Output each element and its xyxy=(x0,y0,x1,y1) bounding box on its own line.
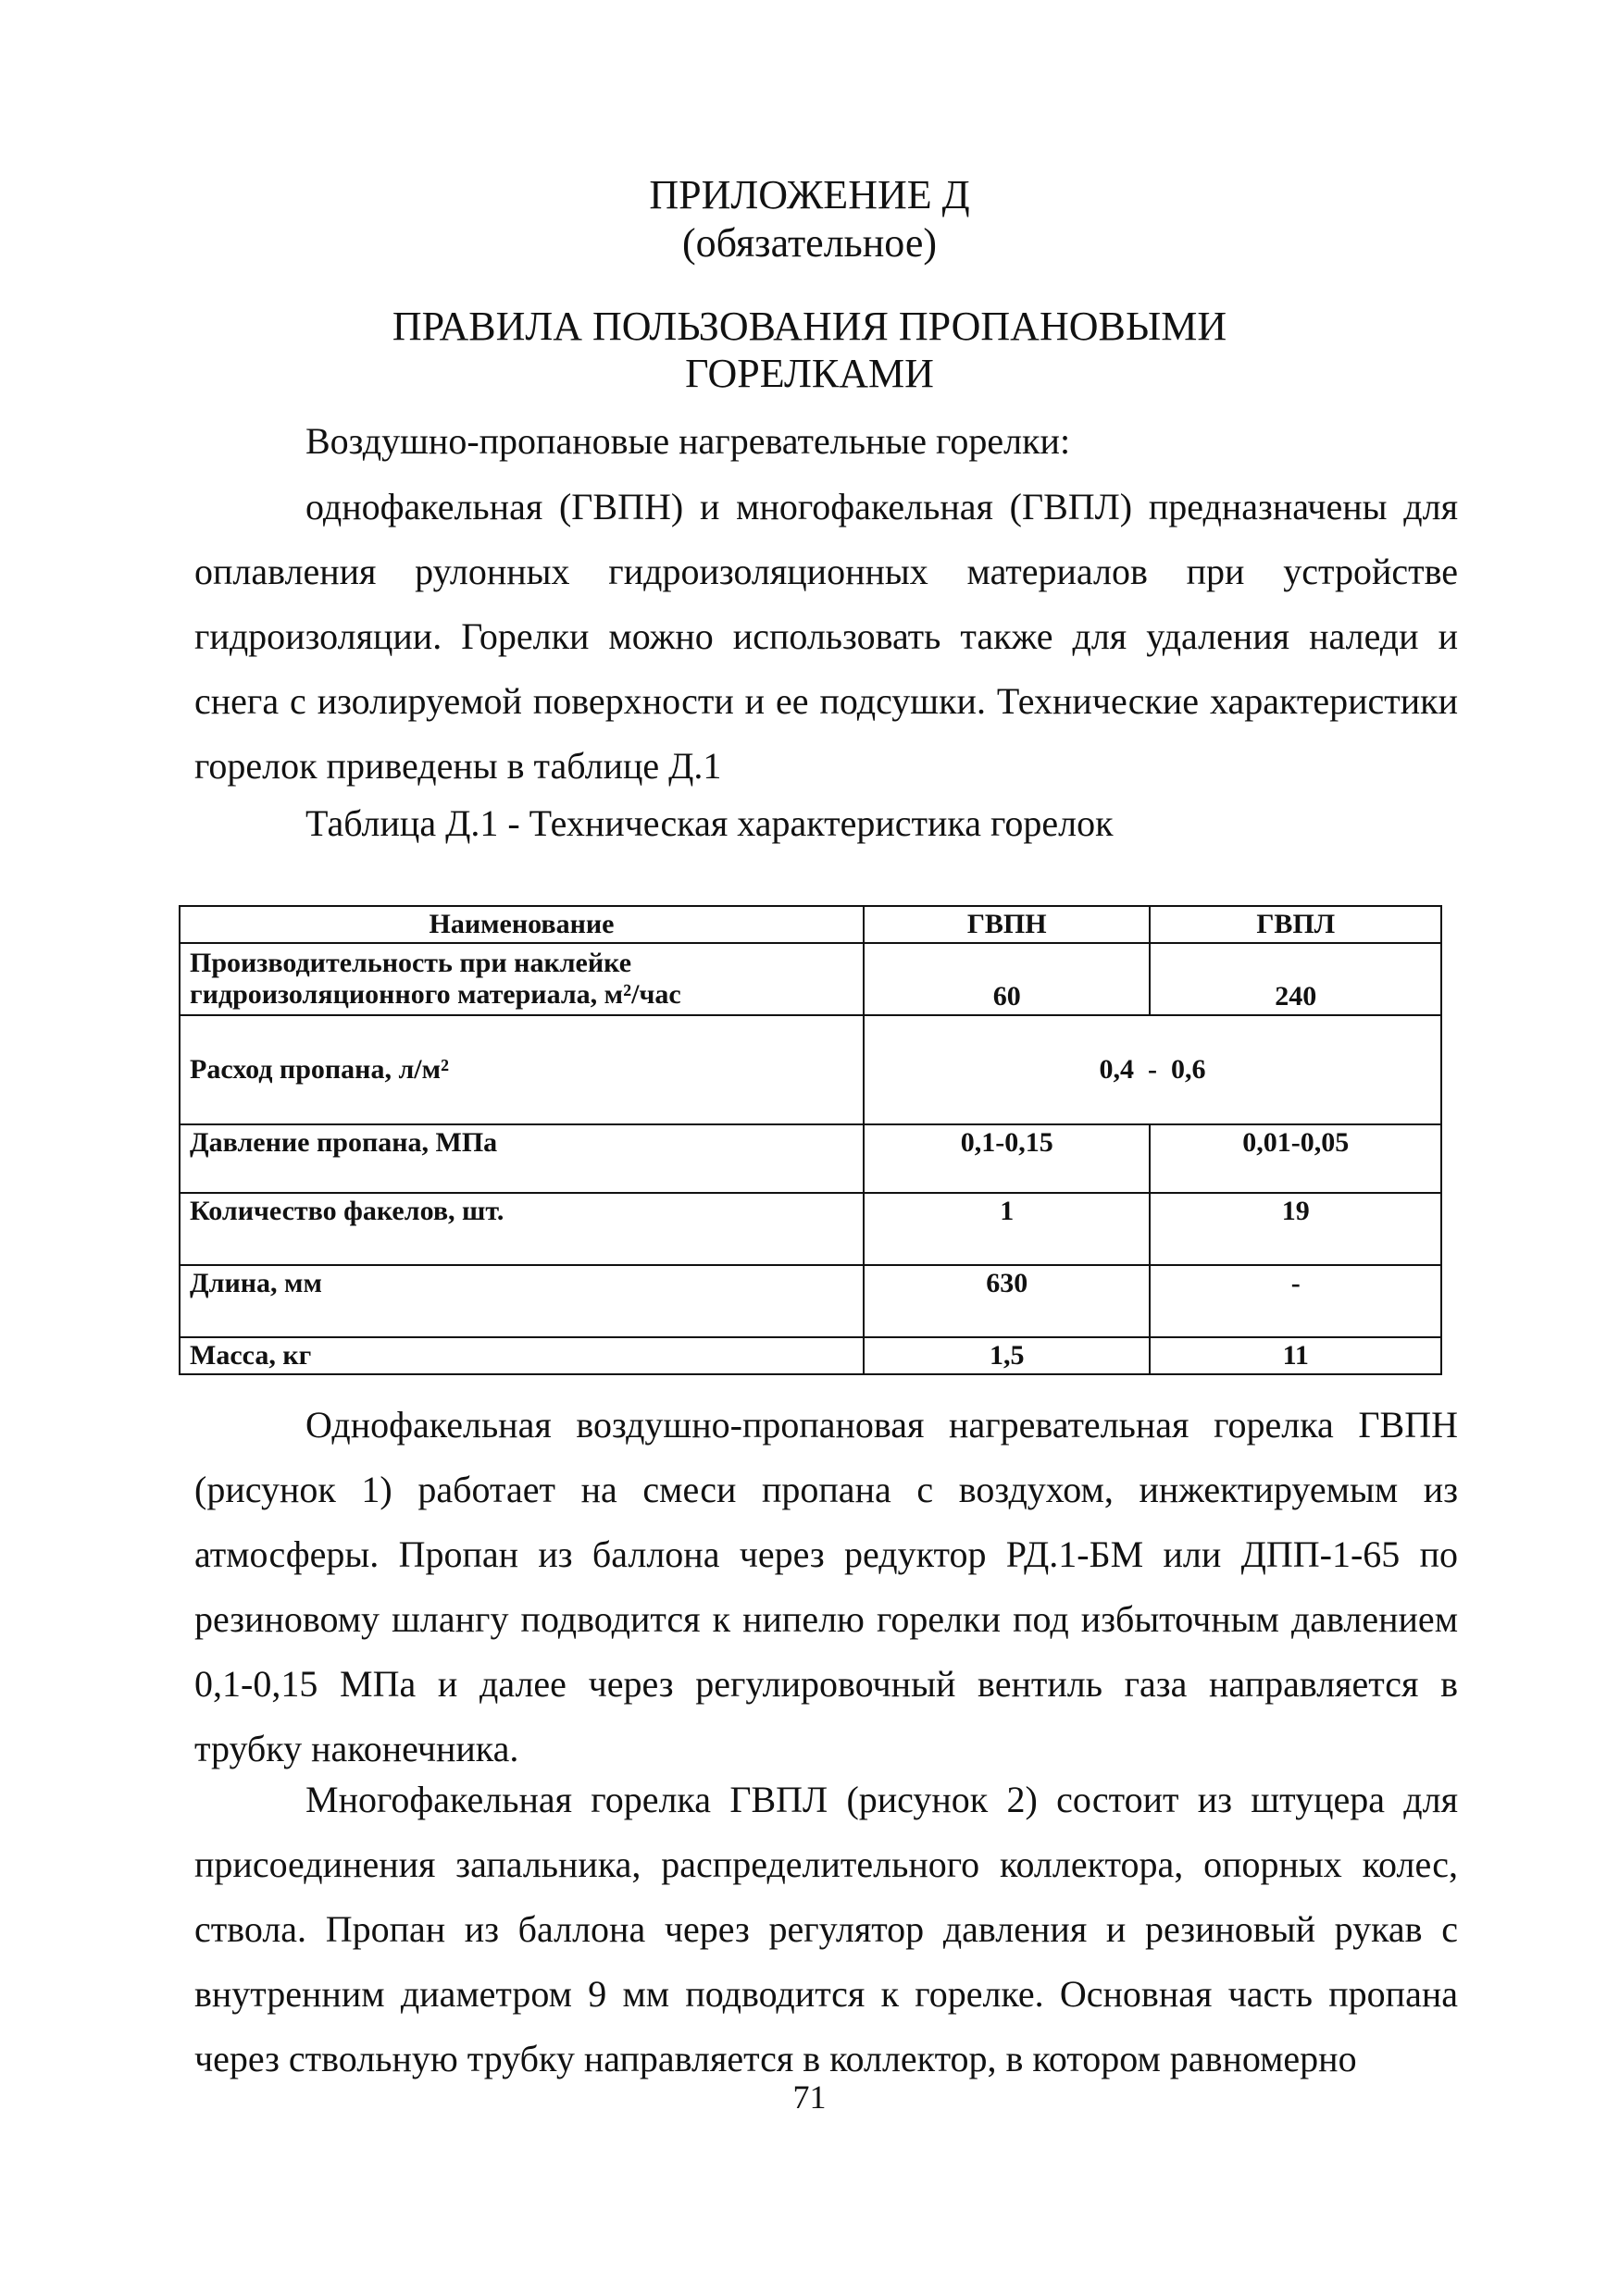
row-value-gvpl: 19 xyxy=(1150,1193,1441,1265)
intro-paragraph: однофакельная (ГВПН) и многофакельная (ГВПЛ) предназначены для оплавления рулонных гидроизоляционных материалов при устройстве гидроизоляции. Горелки можно использовать также для удаления наледи и снега с изолируемой поверхности и ее подсушки. Технические характеристики горелок приведены в таблице Д.1 xyxy=(194,486,1458,787)
paragraph-gvpl: Многофакельная горелка ГВПЛ (рисунок 2) состоит из штуцера для присоединения запальника, распределительного коллектора, опорных колес, ствола. Пропан из баллона через регулятор давления и резиновый рукав с внутренним диаметром 9 мм подводится к горелке. Основная часть пропана через ствольную трубку направляется в коллектор, в котором равномерно xyxy=(194,1779,1458,2079)
row-value-merged: 0,4 - 0,6 xyxy=(864,1015,1441,1124)
row-name: Расход пропана, л/м² xyxy=(180,1015,864,1124)
table-row xyxy=(180,943,1441,1015)
table-row xyxy=(180,1015,1441,1124)
row-value-gvpn: 1 xyxy=(864,1193,1151,1265)
appendix-title-line1: ПРАВИЛА ПОЛЬЗОВАНИЯ ПРОПАНОВЫМИ xyxy=(392,304,1227,349)
table-row xyxy=(180,1124,1441,1193)
row-value-gvpn: 0,1-0,15 xyxy=(864,1124,1151,1193)
row-value-gvpn: 1,5 xyxy=(864,1337,1151,1374)
appendix-label: ПРИЛОЖЕНИЕ Д xyxy=(649,172,970,217)
row-name: Производительность при наклейке гидроизоляционного материала, м²/час xyxy=(180,943,864,1015)
table-row xyxy=(180,1193,1441,1265)
row-value-gvpl: 0,01-0,05 xyxy=(1150,1124,1441,1193)
appendix-title-line2: ГОРЕЛКАМИ xyxy=(685,351,934,396)
row-name: Количество факелов, шт. xyxy=(180,1193,864,1265)
spec-table xyxy=(179,905,1442,1375)
row-value-gvpn: 630 xyxy=(864,1265,1151,1337)
row-value-gvpl: - xyxy=(1150,1265,1441,1337)
row-name: Давление пропана, МПа xyxy=(180,1124,864,1193)
row-name: Длина, мм xyxy=(180,1265,864,1337)
row-value-gvpl: 240 xyxy=(1150,943,1441,1015)
intro-lead: Воздушно-пропановые нагревательные горелки: xyxy=(305,420,1071,462)
table-row xyxy=(180,1337,1441,1374)
table-header-row xyxy=(180,906,1441,943)
row-name: Масса, кг xyxy=(180,1337,864,1374)
row-value-gvpn: 60 xyxy=(864,943,1151,1015)
header-name: Наименование xyxy=(180,906,864,943)
table-row xyxy=(180,1265,1441,1337)
paragraph-gvpn: Однофакельная воздушно-пропановая нагревательная горелка ГВПН (рисунок 1) работает на смеси пропана с воздухом, инжектируемым из атмосферы. Пропан из баллона через редуктор РД.1-БМ или ДПП-1-65 по резиновому шлангу подводится к нипелю горелки под избыточным давлением 0,1-0,15 МПа и далее через регулировочный вентиль газа направляется в трубку наконечника. xyxy=(194,1404,1458,1769)
appendix-status: (обязательное) xyxy=(682,220,937,266)
header-gvpl: ГВПЛ xyxy=(1150,906,1441,943)
table-caption: Таблица Д.1 - Техническая характеристика горелок xyxy=(305,802,1114,844)
page-number: 71 xyxy=(792,2079,827,2116)
header-gvpn: ГВПН xyxy=(864,906,1151,943)
row-value-gvpl: 11 xyxy=(1150,1337,1441,1374)
